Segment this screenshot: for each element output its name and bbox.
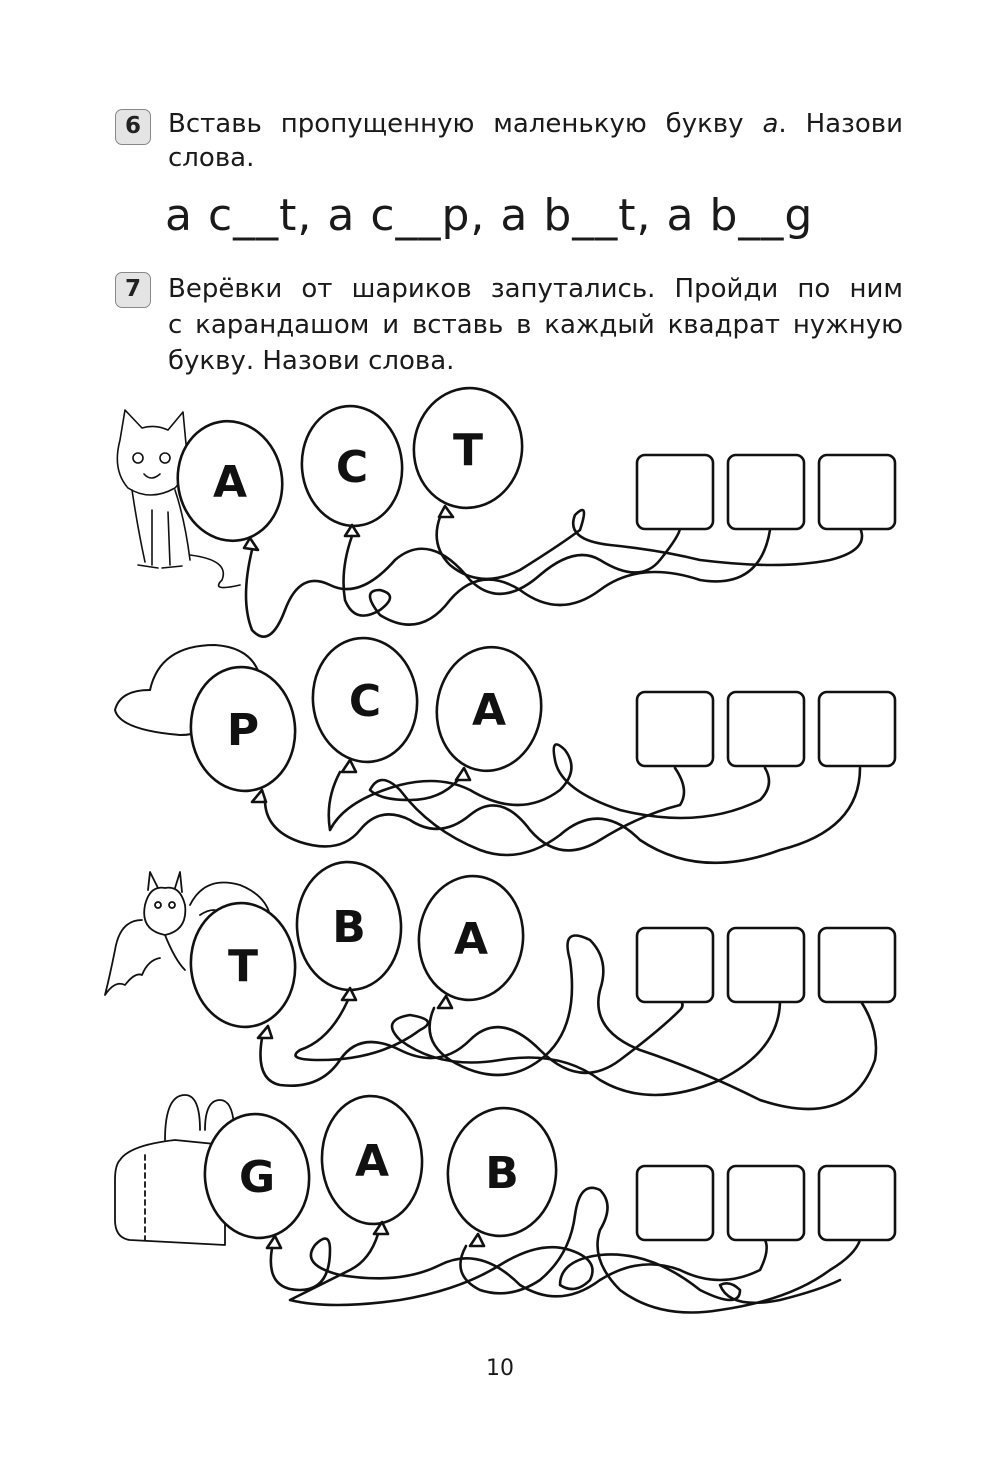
answer-box[interactable]: [819, 928, 895, 1002]
balloon-letter: B: [332, 902, 366, 953]
puzzle-3: [105, 859, 895, 1109]
balloon-B-4[interactable]: [442, 1103, 563, 1246]
balloon-T-1[interactable]: [406, 381, 530, 517]
balloon-A-2[interactable]: [429, 640, 549, 780]
balloon-A-4[interactable]: [319, 1093, 426, 1234]
task-6-line1-end: . Назови: [778, 109, 904, 139]
answer-box[interactable]: [728, 692, 804, 766]
balloon-letter: T: [452, 425, 484, 476]
balloon-letter: C: [348, 676, 382, 727]
balloon-letter: P: [226, 705, 260, 756]
answer-box[interactable]: [728, 928, 804, 1002]
balloon-G-4[interactable]: [199, 1109, 315, 1248]
balloon-letter: A: [471, 685, 507, 736]
balloon-letter: G: [238, 1152, 276, 1203]
answer-box[interactable]: [819, 455, 895, 529]
answer-box[interactable]: [637, 455, 713, 529]
task-6-line2: слова.: [168, 143, 255, 173]
balloon-C-2[interactable]: [307, 633, 423, 772]
balloon-A-1[interactable]: [168, 413, 291, 550]
balloon-letter: A: [453, 914, 489, 965]
task-7-line2: с карандашом и вставь в каждый квадрат нужную: [168, 310, 903, 340]
task-6-words: a c__t, a c__p, a b__t, a b__g: [165, 190, 814, 241]
answer-box[interactable]: [637, 1166, 713, 1240]
balloon-letter: B: [485, 1148, 519, 1199]
answer-box[interactable]: [728, 1166, 804, 1240]
puzzle-4: [115, 1093, 895, 1312]
answer-box[interactable]: [637, 928, 713, 1002]
task-number-6: 6: [115, 109, 151, 145]
page-number: 10: [486, 1356, 514, 1381]
balloon-B-3[interactable]: [294, 859, 405, 1000]
task-6-line1: Вставь пропущенную маленькую букву: [168, 109, 744, 139]
balloon-A-3[interactable]: [413, 871, 529, 1008]
balloon-C-1[interactable]: [296, 401, 408, 536]
answer-box[interactable]: [637, 692, 713, 766]
task-7-line1: Верёвки от шариков запутались. Пройди по ним: [168, 274, 903, 304]
balloon-letter: T: [227, 941, 259, 992]
task-6-letter: a: [762, 109, 779, 139]
answer-box[interactable]: [819, 1166, 895, 1240]
balloon-T-3[interactable]: [185, 898, 301, 1038]
puzzle-2: [115, 633, 895, 863]
balloon-letter: A: [212, 457, 248, 508]
task-number-7: 7: [115, 272, 151, 308]
answer-box[interactable]: [819, 692, 895, 766]
balloon-letter: A: [354, 1136, 390, 1187]
answer-box[interactable]: [728, 455, 804, 529]
task-7-line3: букву. Назови слова.: [168, 346, 455, 376]
balloon-letter: C: [335, 442, 369, 493]
puzzle-1: [117, 381, 895, 637]
balloon-P-2[interactable]: [185, 662, 301, 802]
